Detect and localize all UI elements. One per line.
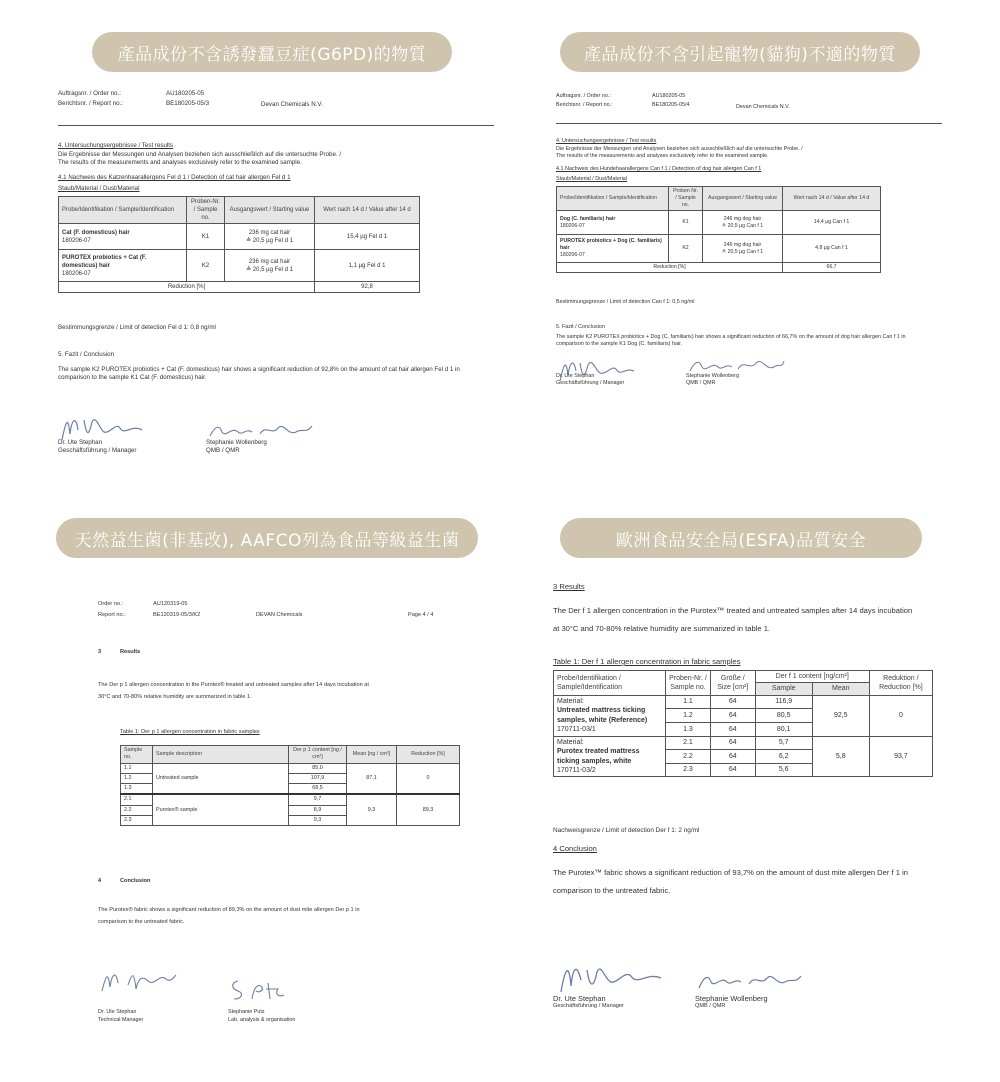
material-description: Untreated mattress ticking samples, white (Reference) (557, 707, 648, 724)
section-text: 30°C and 70-80% relative humidity are summarized in table 1. (98, 694, 252, 700)
subsection-title: 4.1 Nachweis des Katzenhaarallergens Fel d 1 / Detection of cat hair allergen Fel d 1 (58, 174, 291, 181)
order-value: AU180205-05 (652, 93, 686, 99)
header-ident: Probe/Identifikation / Sample/Identification (554, 671, 666, 696)
report-document-der-p (98, 601, 460, 1041)
header-mean: Mean (812, 683, 869, 695)
section-text: Die Ergebnisse der Messungen und Analysen beziehen sich ausschließlich auf die untersuchte Probe. / (556, 146, 803, 152)
signer-role: Geschäftsführung / Manager (556, 380, 625, 386)
header-reduction: Reduktion / Reduction [%] (869, 671, 932, 696)
report-panel-g6pd (0, 0, 500, 541)
sample-ident: PUROTEX probiotics + Dog (C. familiaris) hair (560, 238, 662, 252)
reduction-value: 89,3 (397, 794, 460, 825)
results-table (58, 196, 420, 293)
report-panel-probiotics (0, 514, 500, 1082)
mean-value: 87,1 (347, 763, 397, 794)
sample-no: 2.3 (121, 816, 153, 826)
reduction-value: 66,7 (783, 263, 881, 273)
signer-role: Lab. analysis & organisation (228, 1017, 296, 1023)
detection-limit: Nachweisgrenze / Limit of detection Der f 1: 2 ng/ml (553, 827, 700, 834)
table-header-row (557, 187, 881, 211)
detection-limit: Bestimmungsgrenze / Limit of detection Fel d 1: 0,8 ng/ml (58, 324, 216, 331)
sample-no: 1.3 (121, 784, 153, 795)
table-row (554, 736, 933, 750)
subsection-title: 4.1 Nachweis des Hundehaarallergens Can f 1 / Detection of dog hair allergen Can f 1 (556, 166, 762, 172)
content-value: 5,6 (755, 763, 812, 777)
reduction-label: Reduction [%] (59, 282, 315, 293)
reduction-row (557, 263, 881, 273)
header-description: Sample description (153, 746, 289, 764)
signature-stephan (98, 967, 178, 997)
sample-no: 2.2 (666, 750, 711, 764)
sample-no: 2.1 (666, 736, 711, 750)
conclusion-text: The Purotex® fabric shows a significant reduction of 89,3% on the amount of dust mite allergen Der p 1 in (98, 907, 360, 913)
conclusion-title: 5. Fazit / Conclusion (556, 324, 605, 330)
signer-name: Dr. Ute Stephan (98, 1009, 137, 1015)
header-ident: Probe/Identifikation / Sample/Identification (59, 197, 187, 224)
header-ident: Probe/Identifikation / Sample/Identification (557, 187, 669, 211)
reduction-value: 0 (397, 763, 460, 794)
report-label: Berichtsnr. / Report no.: (58, 100, 123, 107)
conclusion-text: comparison to the untreated fabric. (98, 919, 185, 925)
table-row (554, 695, 933, 709)
report-label: Report no.: (98, 612, 126, 618)
signer-role: Geschäftsführung / Manager (553, 1003, 624, 1009)
signer-role: Technical Manager (98, 1017, 144, 1023)
header-size: Größe / Size [cm²] (710, 671, 755, 696)
results-table (553, 670, 933, 777)
material-id: 170711-03/2 (557, 766, 596, 774)
divider (556, 123, 942, 124)
signer-name: Dr. Ute Stephan (553, 994, 606, 1003)
start-allergen: ≙ 20,5 µg Fel d 1 (246, 266, 293, 273)
sample-description: Untreated sample (153, 763, 289, 794)
header-value: Wert nach 14 d / Value after 14 d (315, 197, 420, 224)
section-text: The results of the measurements and analyses exclusively refer to the examined sample. (58, 159, 302, 166)
report-value: BE180205-05/3 (166, 100, 210, 107)
report-document-dog (556, 93, 942, 413)
report-value: BE120319-05/3/K2 (153, 612, 201, 618)
section-title: Results (120, 649, 141, 655)
report-panel-efsa (500, 514, 1000, 1082)
reduction-row (59, 282, 420, 293)
mean-value: 92,5 (812, 695, 869, 736)
conclusion-text: The sample K2 PUROTEX probiotics + Cat (F. domesticus) hair shows a significant reduction of 92,8% on the amount of cat hair allergen Fel d 1 in (58, 366, 460, 373)
sample-no: 2.3 (666, 763, 711, 777)
table-row (59, 224, 420, 250)
conclusion-title: 5. Fazit / Conclusion (58, 351, 115, 358)
sample-no: K2 (187, 250, 225, 282)
table-row (557, 235, 881, 263)
material-id: 170711-03/1 (557, 726, 596, 734)
sample-id: 180206-07 (560, 222, 585, 229)
sample-size: 64 (710, 763, 755, 777)
sample-id: 180206-07 (62, 270, 91, 277)
divider (58, 125, 494, 126)
results-table (120, 745, 460, 826)
content-value: 5,7 (755, 736, 812, 750)
sample-no: 2.2 (121, 805, 153, 815)
signature-putz (228, 977, 288, 1003)
start-amount: 246 mg dog hair (723, 241, 762, 248)
section-title: 3 Results (553, 582, 585, 591)
signer-role: QMB / QMR (686, 380, 716, 386)
sample-size: 64 (710, 723, 755, 737)
start-amount: 236 mg cat hair (248, 258, 291, 265)
table-row (557, 211, 881, 235)
header-content: Der p 1 content [ng / cm²] (289, 746, 347, 764)
mean-value: 5,8 (812, 736, 869, 777)
signer-name: Stephanie Putz (228, 1009, 265, 1015)
conclusion-text: The Purotex™ fabric shows a significant reduction of 93,7% on the amount of dust mite allergen Der f 1 in (553, 868, 908, 877)
header-mean: Mean [ng / cm²] (347, 746, 397, 764)
reduction-value: 92,8 (315, 282, 420, 293)
page-number: Page 4 / 4 (408, 612, 434, 618)
header-reduction: Reduction [%] (397, 746, 460, 764)
report-document-der-f (553, 582, 943, 1042)
results-table (556, 186, 881, 273)
table-header-row (59, 197, 420, 224)
conclusion-title: 4 Conclusion (553, 844, 597, 853)
signer-role: QMB / QMR (206, 447, 240, 454)
table-row (121, 763, 460, 773)
start-amount: 246 mg dog hair (723, 215, 762, 222)
sample-id: 180206-07 (62, 237, 91, 244)
sample-size: 64 (710, 750, 755, 764)
banner-probiotics: 天然益生菌(非基改), AAFCO列為食品等級益生菌 (56, 518, 478, 558)
order-value: AU180205-05 (166, 90, 205, 97)
start-amount: 236 mg cat hair (248, 229, 291, 236)
header-content: Der f 1 content [ng/cm²] (755, 671, 869, 683)
signer-name: Stephanie Wollenberg (206, 439, 267, 446)
material-label: Staub/Material / Dust/Material (556, 176, 628, 182)
header-start: Ausgangswert / Starting value (225, 197, 315, 224)
sample-no: 1.1 (666, 695, 711, 709)
material-label: Staub/Material / Dust/Material (58, 185, 140, 192)
company-name: Devan Chemicals N.V. (736, 104, 790, 110)
header-sample-no: Proben-Nr. / Sample no. (666, 671, 711, 696)
report-panel-pets (500, 0, 1000, 541)
reduction-value: 93,7 (869, 736, 932, 777)
report-value: BE180205-05/4 (652, 102, 690, 108)
conclusion-text: The sample K2 PUROTEX probiotics + Dog (C. familiaris) hair shows a significant reduction of 66,7% on the amount of dog hair allergen Can f 1 in (556, 334, 906, 340)
signer-name: Stephanie Wollenberg (695, 994, 768, 1003)
sample-ident: PUROTEX probiotics + Cat (F. domesticus) hair (62, 254, 147, 269)
mean-value: 9,3 (347, 794, 397, 825)
section-title: 4. Untersuchungsergebnisse / Test results (556, 138, 657, 144)
signer-role: Geschäftsführung / Manager (58, 447, 137, 454)
sample-no: K1 (669, 211, 703, 235)
start-allergen: ≙ 20,5 µg Fel d 1 (246, 237, 293, 244)
sample-no: K2 (669, 235, 703, 263)
detection-limit: Bestimmungsgrenze / Limit of detection Can f 1: 0,5 ng/ml (556, 299, 695, 305)
header-value: Wert nach 14 d / Value after 14 d (783, 187, 881, 211)
sample-ident: Dog (C. familiaris) hair (560, 215, 616, 222)
table-header-row (121, 746, 460, 764)
signature-wollenberg (695, 968, 805, 994)
content-value: 80,5 (755, 709, 812, 723)
table-row (121, 794, 460, 805)
conclusion-text: comparison to the sample K1 Cat (F. domesticus) hair. (58, 374, 207, 381)
section-number: 3 (98, 649, 102, 655)
material-description: Purotex treated mattress ticking samples, white (557, 748, 640, 765)
content-value: 8,9 (289, 805, 347, 815)
sample-no: 2.1 (121, 794, 153, 805)
sample-size: 64 (710, 736, 755, 750)
banner-efsa: 歐洲食品安全局(ESFA)品質安全 (560, 518, 922, 558)
table-caption: Table 1: Der p 1 allergen concentration in fabric samples (120, 729, 260, 735)
material-label: Material: (557, 738, 584, 746)
report-label: Berichtsnr. / Report no.: (556, 102, 613, 108)
value-after: 14,4 µg Can f 1 (783, 211, 881, 235)
content-value: 116,9 (755, 695, 812, 709)
table-row (59, 250, 420, 282)
conclusion-title: Conclusion (120, 878, 151, 884)
content-value: 9,7 (289, 794, 347, 805)
value-after: 1,1 µg Fel d 1 (315, 250, 420, 282)
banner-pets: 產品成份不含引起寵物(貓狗)不適的物質 (560, 32, 920, 72)
signer-name: Stephanie Wollenberg (686, 373, 739, 379)
material-label: Material: (557, 697, 584, 705)
table-header-row (554, 671, 933, 683)
section-text: at 30°C and 70-80% relative humidity are summarized in table 1. (553, 624, 771, 633)
content-value: 107,9 (289, 773, 347, 783)
signer-name: Dr. Ute Stephan (556, 373, 595, 379)
order-label: Auftragsnr. / Order no.: (58, 90, 121, 97)
content-value: 9,3 (289, 816, 347, 826)
reduction-value: 0 (869, 695, 932, 736)
header-sample: Sample (755, 683, 812, 695)
sample-ident: Cat (F. domesticus) hair (62, 229, 130, 236)
header-sample-no: Proben Nr. / Sample no. (669, 187, 703, 211)
header-sample-no: Sample no. (121, 746, 153, 764)
sample-no: 1.2 (121, 773, 153, 783)
section-text: The results of the measurements and analyses exclusively refer to the examined sample. (556, 153, 769, 159)
value-after: 15,4 µg Fel d 1 (315, 224, 420, 250)
company-name: Devan Chemicals N.V. (261, 101, 323, 108)
section-title: 4. Untersuchungsergebnisse / Test results (58, 142, 174, 149)
signature-stephan (557, 958, 667, 998)
section-text: The Der f 1 allergen concentration in the Purotex™ treated and untreated samples after 14 days incubation (553, 606, 913, 615)
order-label: Auftragsnr. / Order no.: (556, 93, 611, 99)
table-caption: Table 1: Der f 1 allergen concentration in fabric samples (553, 657, 741, 666)
order-label: Order no.: (98, 601, 124, 607)
banner-g6pd: 產品成份不含誘發蠶豆症(G6PD)的物質 (92, 32, 452, 72)
start-allergen: ≙ 20,5 µg Can f 1 (721, 248, 764, 255)
content-value: 6,2 (755, 750, 812, 764)
signer-name: Dr. Ute Stephan (58, 439, 103, 446)
company-name: DEVAN Chemicals (256, 612, 303, 618)
content-value: 80,1 (755, 723, 812, 737)
sample-id: 180206-07 (560, 252, 585, 259)
section-text: Die Ergebnisse der Messungen und Analysen beziehen sich ausschließlich auf die untersuchte Probe. / (58, 151, 342, 158)
conclusion-text: comparison to the sample K1 Dog (C. familiaris) hair. (556, 341, 683, 347)
conclusion-text: comparison to the untreated fabric. (553, 886, 671, 895)
reduction-label: Reduction [%] (557, 263, 783, 273)
value-after: 4,8 µg Can f 1 (783, 235, 881, 263)
header-sample-no: Proben-Nr. / Sample no. (187, 197, 225, 224)
content-value: 85,0 (289, 763, 347, 773)
sample-size: 64 (710, 709, 755, 723)
sample-no: 1.1 (121, 763, 153, 773)
sample-no: K1 (187, 224, 225, 250)
sample-description: Purotex® sample (153, 794, 289, 825)
order-value: AU120319-05 (153, 601, 188, 607)
header-start: Ausgangswert / Starting value (703, 187, 783, 211)
content-value: 68,5 (289, 784, 347, 795)
sample-no: 1.2 (666, 709, 711, 723)
sample-size: 64 (710, 695, 755, 709)
signer-role: QMB / QMR (695, 1003, 726, 1009)
section-text: The Der p 1 allergen concentration in the Purotex® treated and untreated samples after 14 days incubation at (98, 682, 369, 688)
section-number: 4 (98, 878, 102, 884)
report-document-cat (58, 90, 494, 470)
sample-no: 1.3 (666, 723, 711, 737)
start-allergen: ≙ 20,5 µg Can f 1 (721, 222, 764, 229)
